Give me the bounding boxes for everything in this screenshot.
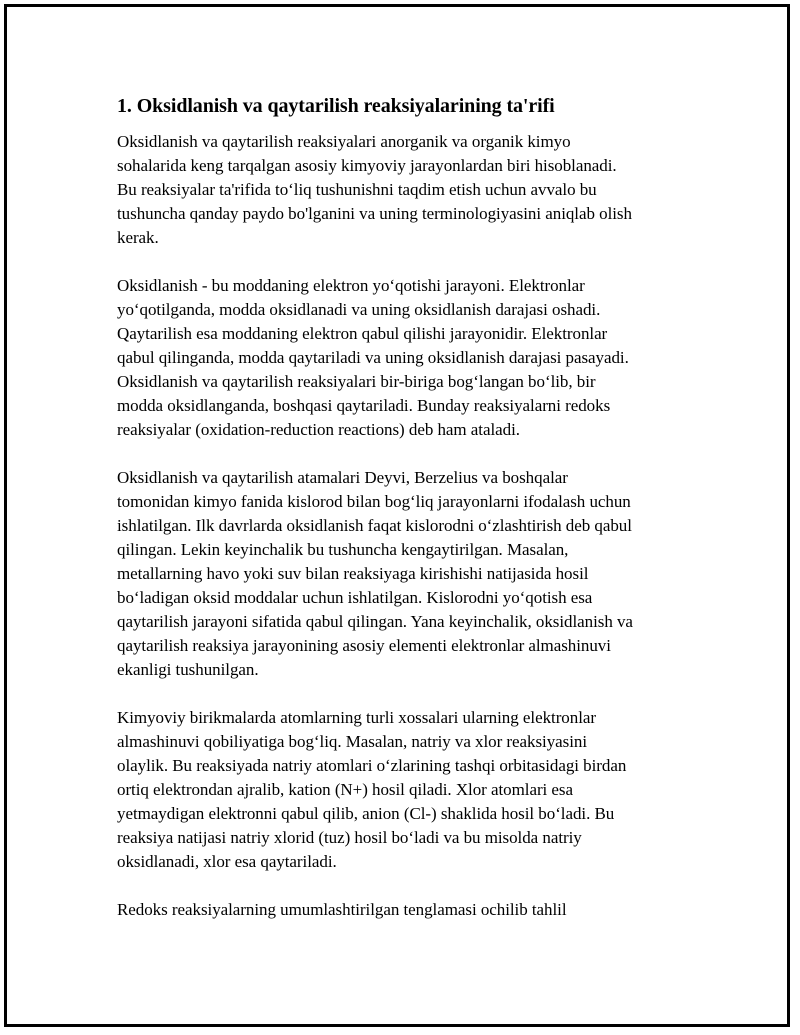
paragraph-example [117,706,697,874]
paragraph-line: qaytarilish reaksiya jarayonining asosiy elementi elektronlar almashinuvi [117,636,611,655]
paragraph-line: ekanligi tushunilgan. [117,660,259,679]
paragraph-intro [117,130,697,250]
paragraph-history [117,466,697,682]
document-body [117,92,697,946]
paragraph-line: tushuncha qanday paydo bo'lganini va uning terminologiyasini aniqlab olish [117,204,632,223]
paragraph-line: yo‘qotilganda, modda oksidlanadi va uning oksidlanish darajasi oshadi. [117,300,601,319]
paragraph-line: olaylik. Bu reaksiyada natriy atomlari o‘zlarining tashqi orbitasidagi birdan [117,756,627,775]
paragraph-line: Oksidlanish va qaytarilish reaksiyalari bir-biriga bog‘langan bo‘lib, bir [117,372,596,391]
paragraph-line: Oksidlanish va qaytarilish reaksiyalari anorganik va organik kimyo [117,132,571,151]
paragraph-line: ortiq elektrondan ajralib, kation (N+) hosil qiladi. Xlor atomlari esa [117,780,573,799]
paragraph-line: qabul qilinganda, modda qaytariladi va uning oksidlanish darajasi pasayadi. [117,348,629,367]
paragraph-line: kerak. [117,228,159,247]
paragraph-equation-intro [117,898,697,922]
paragraph-line: almashinuvi qobiliyatiga bog‘liq. Masalan, natriy va xlor reaksiyasini [117,732,588,751]
paragraph-line: tomonidan kimyo fanida kislorod bilan bog‘liq jarayonlarni ifodalash uchun [117,492,631,511]
paragraph-line: Qaytarilish esa moddaning elektron qabul qilishi jarayonidir. Elektronlar [117,324,608,343]
paragraph-line: yetmaydigan elektronni qabul qilib, anion (Cl-) shaklida hosil bo‘ladi. Bu [117,804,615,823]
paragraph-line: metallarning havo yoki suv bilan reaksiyaga kirishishi natijasida hosil [117,564,589,583]
paragraph-oxidation-definition [117,274,697,442]
paragraph-line: reaksiya natijasi natriy xlorid (tuz) hosil bo‘ladi va bu misolda natriy [117,828,582,847]
paragraph-line: oksidlanadi, xlor esa qaytariladi. [117,852,337,871]
paragraph-line: Kimyoviy birikmalarda atomlarning turli xossalari ularning elektronlar [117,708,596,727]
section-heading: 1. Oksidlanish va qaytarilish reaksiyalarining ta'rifi [117,95,555,117]
paragraph-line: sohalarida keng tarqalgan asosiy kimyoviy jarayonlardan biri hisoblanadi. [117,156,617,175]
paragraph-line: bo‘ladigan oksid moddalar uchun ishlatilgan. Kislorodni yo‘qotish esa [117,588,593,607]
paragraph-line: modda oksidlanganda, boshqasi qaytariladi. Bunday reaksiyalarni redoks [117,396,611,415]
paragraph-line: Bu reaksiyalar ta'rifida to‘liq tushunishni taqdim etish uchun avvalo bu [117,180,597,199]
paragraph-line: Redoks reaksiyalarning umumlashtirilgan tenglamasi ochilib tahlil [117,900,567,919]
paragraph-line: qilingan. Lekin keyinchalik bu tushuncha kengaytirilgan. Masalan, [117,540,569,559]
paragraph-line: qaytarilish jarayoni sifatida qabul qilingan. Yana keyinchalik, oksidlanish va [117,612,633,631]
paragraph-line: Oksidlanish - bu moddaning elektron yo‘qotishi jarayoni. Elektronlar [117,276,585,295]
paragraph-line: ishlatilgan. Ilk davrlarda oksidlanish faqat kislorodni o‘zlashtirish deb qabul [117,516,632,535]
paragraph-line: reaksiyalar (oxidation-reduction reactions) deb ham ataladi. [117,420,520,439]
paragraph-line: Oksidlanish va qaytarilish atamalari Deyvi, Berzelius va boshqalar [117,468,568,487]
